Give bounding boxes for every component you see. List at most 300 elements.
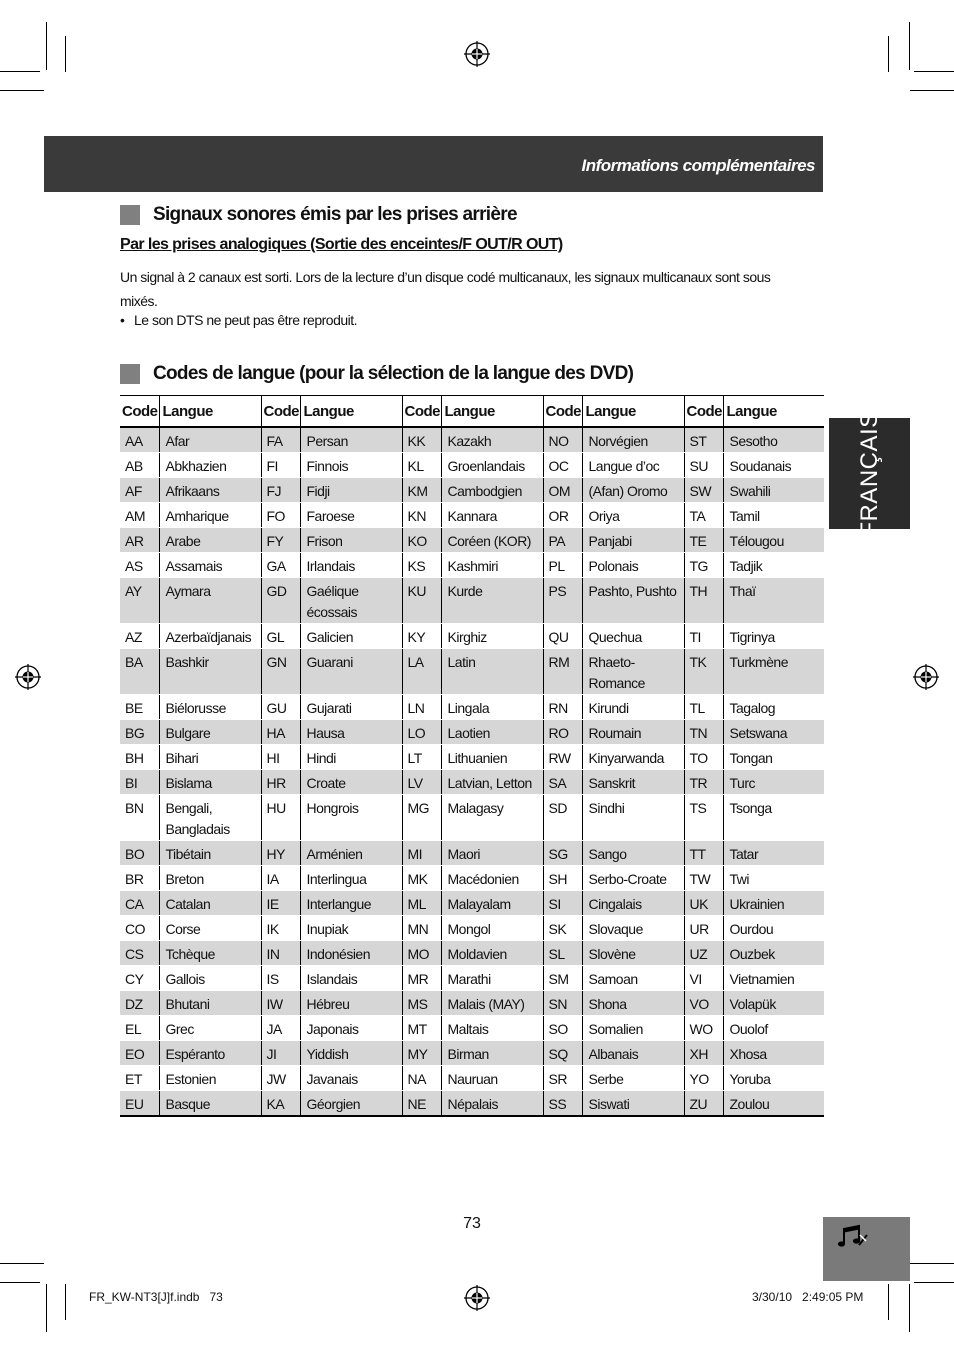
language-code-cell: KO	[402, 528, 441, 553]
language-name-cell: Corse	[159, 916, 261, 941]
section-heading	[120, 363, 633, 385]
language-code-cell: GD	[261, 578, 300, 624]
language-code-cell: TK	[684, 649, 723, 695]
language-code-cell: BE	[120, 695, 159, 720]
language-name-cell: Ouolof	[723, 1016, 824, 1041]
language-name-cell: Kirundi	[582, 695, 684, 720]
language-code-cell: TO	[684, 745, 723, 770]
language-name-cell: Vietnamien	[723, 966, 824, 991]
language-code-cell: KM	[402, 478, 441, 503]
language-code-cell: CS	[120, 941, 159, 966]
language-code-cell: SI	[543, 891, 582, 916]
language-name-cell: Aymara	[159, 578, 261, 624]
language-name-cell: Tibétain	[159, 841, 261, 866]
language-code-cell: BN	[120, 795, 159, 841]
language-name-cell: Hindi	[300, 745, 402, 770]
language-code-cell: MY	[402, 1041, 441, 1066]
table-row	[120, 795, 824, 841]
language-code-cell: IK	[261, 916, 300, 941]
side-tab-label: FRANÇAIS	[855, 410, 883, 537]
language-name-cell: Mongol	[441, 916, 543, 941]
column-header: Code	[543, 396, 582, 428]
table-row	[120, 745, 824, 770]
language-code-cell: FO	[261, 503, 300, 528]
language-code-cell: KL	[402, 453, 441, 478]
language-code-cell: BH	[120, 745, 159, 770]
language-name-cell: Moldavien	[441, 941, 543, 966]
language-code-cell: TW	[684, 866, 723, 891]
language-code-cell: AZ	[120, 624, 159, 649]
language-code-cell: AS	[120, 553, 159, 578]
language-name-cell: Kashmiri	[441, 553, 543, 578]
language-name-cell: Panjabi	[582, 528, 684, 553]
language-name-cell: Norvégien	[582, 427, 684, 453]
language-name-cell: Sango	[582, 841, 684, 866]
language-name-cell: Tatar	[723, 841, 824, 866]
language-name-cell: Siswati	[582, 1091, 684, 1117]
language-name-cell: Cingalais	[582, 891, 684, 916]
language-code-cell: UZ	[684, 941, 723, 966]
column-header: Code	[261, 396, 300, 428]
language-name-cell: Latin	[441, 649, 543, 695]
registration-mark-icon	[464, 1285, 490, 1311]
music-tab	[823, 1217, 910, 1281]
language-code-cell: TA	[684, 503, 723, 528]
language-name-cell: Espéranto	[159, 1041, 261, 1066]
language-code-cell: RN	[543, 695, 582, 720]
language-code-cell: MO	[402, 941, 441, 966]
language-name-cell: Amharique	[159, 503, 261, 528]
language-name-cell: Japonais	[300, 1016, 402, 1041]
language-code-cell: GL	[261, 624, 300, 649]
language-name-cell: Swahili	[723, 478, 824, 503]
crop-mark	[0, 1282, 40, 1283]
table-row	[120, 528, 824, 553]
language-code-cell: HR	[261, 770, 300, 795]
language-name-cell: Bislama	[159, 770, 261, 795]
language-code-cell: FI	[261, 453, 300, 478]
language-name-cell: Interlangue	[300, 891, 402, 916]
language-code-cell: EO	[120, 1041, 159, 1066]
language-name-cell: Népalais	[441, 1091, 543, 1117]
language-code-cell: DZ	[120, 991, 159, 1016]
language-code-cell: IW	[261, 991, 300, 1016]
language-code-cell: TG	[684, 553, 723, 578]
column-header: Langue	[441, 396, 543, 428]
language-code-cell: SG	[543, 841, 582, 866]
language-name-cell: Slovène	[582, 941, 684, 966]
language-name-cell: Kirghiz	[441, 624, 543, 649]
language-name-cell: Estonien	[159, 1066, 261, 1091]
language-code-cell: SW	[684, 478, 723, 503]
crop-mark	[914, 1282, 954, 1283]
language-name-cell: Tongan	[723, 745, 824, 770]
language-name-cell: Hausa	[300, 720, 402, 745]
language-name-cell: Roumain	[582, 720, 684, 745]
column-header: Langue	[582, 396, 684, 428]
table-row	[120, 695, 824, 720]
language-code-cell: TE	[684, 528, 723, 553]
language-code-cell: HY	[261, 841, 300, 866]
header-title: Informations complémentaires	[581, 156, 815, 175]
language-code-cell: NA	[402, 1066, 441, 1091]
language-code-cell: LT	[402, 745, 441, 770]
crop-mark	[0, 1263, 44, 1264]
table-row	[120, 841, 824, 866]
language-code-cell: SA	[543, 770, 582, 795]
language-name-cell: Afrikaans	[159, 478, 261, 503]
bullet-dot-icon: •	[120, 312, 125, 328]
crop-mark	[0, 90, 44, 91]
language-code-cell: WO	[684, 1016, 723, 1041]
language-code-cell: RM	[543, 649, 582, 695]
language-name-cell: Slovaque	[582, 916, 684, 941]
language-name-cell: Kazakh	[441, 427, 543, 453]
language-code-cell: SL	[543, 941, 582, 966]
language-name-cell: Marathi	[441, 966, 543, 991]
language-name-cell: Rhaeto-Romance	[582, 649, 684, 695]
table-row	[120, 770, 824, 795]
language-code-cell: FA	[261, 427, 300, 453]
registration-mark-icon	[913, 664, 939, 690]
language-code-cell: SH	[543, 866, 582, 891]
language-code-cell: SK	[543, 916, 582, 941]
footer-timestamp: 3/30/10 2:49:05 PM	[752, 1290, 864, 1304]
language-code-cell: CA	[120, 891, 159, 916]
table-row	[120, 1041, 824, 1066]
section-square-icon	[120, 205, 140, 225]
table-row	[120, 649, 824, 695]
crop-mark	[909, 22, 910, 70]
language-code-cell: AY	[120, 578, 159, 624]
language-code-cell: BG	[120, 720, 159, 745]
language-code-cell: HA	[261, 720, 300, 745]
language-code-cell: HU	[261, 795, 300, 841]
table-row	[120, 866, 824, 891]
language-name-cell: Gaélique écossais	[300, 578, 402, 624]
language-name-cell: Breton	[159, 866, 261, 891]
language-code-cell: IA	[261, 866, 300, 891]
table-row	[120, 891, 824, 916]
language-name-cell: Télougou	[723, 528, 824, 553]
language-code-table	[120, 395, 824, 1117]
language-code-cell: SU	[684, 453, 723, 478]
language-code-cell: GA	[261, 553, 300, 578]
crop-mark	[888, 36, 889, 72]
language-name-cell: Twi	[723, 866, 824, 891]
language-code-cell: TH	[684, 578, 723, 624]
language-name-cell: Indonésien	[300, 941, 402, 966]
language-name-cell: Bashkir	[159, 649, 261, 695]
language-name-cell: Islandais	[300, 966, 402, 991]
language-name-cell: Serbe	[582, 1066, 684, 1091]
language-code-cell: TS	[684, 795, 723, 841]
table-body	[120, 427, 824, 1116]
registration-mark-icon	[464, 41, 490, 67]
registration-mark-icon	[15, 664, 41, 690]
language-name-cell: Tchèque	[159, 941, 261, 966]
language-code-cell: LA	[402, 649, 441, 695]
crop-mark	[65, 36, 66, 72]
language-name-cell: Malayalam	[441, 891, 543, 916]
table-row	[120, 478, 824, 503]
language-code-cell: YO	[684, 1066, 723, 1091]
language-code-cell: HI	[261, 745, 300, 770]
language-code-cell: KA	[261, 1091, 300, 1117]
table-row	[120, 1091, 824, 1117]
language-name-cell: Sanskrit	[582, 770, 684, 795]
language-name-cell: Guarani	[300, 649, 402, 695]
language-name-cell: Serbo-Croate	[582, 866, 684, 891]
header-bar	[44, 136, 823, 192]
language-name-cell: Zoulou	[723, 1091, 824, 1117]
language-name-cell: Laotien	[441, 720, 543, 745]
language-code-cell: BA	[120, 649, 159, 695]
language-name-cell: Shona	[582, 991, 684, 1016]
language-name-cell: Azerbaïdjanais	[159, 624, 261, 649]
language-code-cell: BR	[120, 866, 159, 891]
language-name-cell: Kinyarwanda	[582, 745, 684, 770]
language-code-cell: PS	[543, 578, 582, 624]
column-header: Langue	[300, 396, 402, 428]
language-code-cell: SN	[543, 991, 582, 1016]
language-name-cell: Interlingua	[300, 866, 402, 891]
language-code-cell: MS	[402, 991, 441, 1016]
language-name-cell: Arménien	[300, 841, 402, 866]
language-name-cell: Fidji	[300, 478, 402, 503]
language-name-cell: Assamais	[159, 553, 261, 578]
language-name-cell: Sindhi	[582, 795, 684, 841]
language-name-cell: Biélorusse	[159, 695, 261, 720]
language-name-cell: Malais (MAY)	[441, 991, 543, 1016]
language-code-cell: AR	[120, 528, 159, 553]
language-name-cell: Cambodgien	[441, 478, 543, 503]
footer-file-info: FR_KW-NT3[J]f.indb 73	[89, 1290, 223, 1304]
language-code-cell: ZU	[684, 1091, 723, 1117]
language-code-cell: IE	[261, 891, 300, 916]
language-code-cell: MK	[402, 866, 441, 891]
language-name-cell: Maltais	[441, 1016, 543, 1041]
language-name-cell: Turkmène	[723, 649, 824, 695]
language-name-cell: Kannara	[441, 503, 543, 528]
language-code-cell: TT	[684, 841, 723, 866]
section-heading	[120, 204, 517, 226]
language-code-cell: AF	[120, 478, 159, 503]
language-name-cell: Afar	[159, 427, 261, 453]
column-header: Langue	[159, 396, 261, 428]
crop-mark	[914, 71, 954, 72]
language-code-cell: OM	[543, 478, 582, 503]
language-name-cell: Tsonga	[723, 795, 824, 841]
language-name-cell: Nauruan	[441, 1066, 543, 1091]
table-row	[120, 720, 824, 745]
language-code-cell: SD	[543, 795, 582, 841]
language-name-cell: Finnois	[300, 453, 402, 478]
language-name-cell: Turc	[723, 770, 824, 795]
language-name-cell: Bihari	[159, 745, 261, 770]
language-name-cell: Samoan	[582, 966, 684, 991]
language-name-cell: Soudanais	[723, 453, 824, 478]
language-name-cell: Langue d’oc	[582, 453, 684, 478]
language-code-cell: MR	[402, 966, 441, 991]
language-code-cell: SM	[543, 966, 582, 991]
language-name-cell: Tamil	[723, 503, 824, 528]
language-code-cell: KU	[402, 578, 441, 624]
language-code-cell: RO	[543, 720, 582, 745]
crop-mark	[888, 1284, 889, 1320]
language-name-cell: Setswana	[723, 720, 824, 745]
language-code-cell: ST	[684, 427, 723, 453]
language-name-cell: Gallois	[159, 966, 261, 991]
language-name-cell: Malagasy	[441, 795, 543, 841]
language-name-cell: Arabe	[159, 528, 261, 553]
language-name-cell: Hébreu	[300, 991, 402, 1016]
language-code-cell: EU	[120, 1091, 159, 1117]
paragraph: Un signal à 2 canaux est sorti. Lors de la lecture d’un disque codé multicanaux, les signaux multicanaux sont sous mixés.	[120, 269, 771, 309]
section-title: Codes de langue (pour la sélection de la langue des DVD)	[153, 363, 634, 384]
table-row	[120, 453, 824, 478]
column-header: Code	[120, 396, 159, 428]
crop-mark	[910, 1263, 954, 1264]
language-code-cell: PL	[543, 553, 582, 578]
column-header: Code	[684, 396, 723, 428]
language-name-cell: Ukrainien	[723, 891, 824, 916]
language-name-cell: Frison	[300, 528, 402, 553]
language-code-cell: AM	[120, 503, 159, 528]
language-name-cell: Birman	[441, 1041, 543, 1066]
language-code-cell: OC	[543, 453, 582, 478]
crop-mark	[65, 1284, 66, 1320]
language-code-cell: KN	[402, 503, 441, 528]
language-name-cell: Ouzbek	[723, 941, 824, 966]
language-name-cell: Tagalog	[723, 695, 824, 720]
language-code-cell: FY	[261, 528, 300, 553]
language-name-cell: Gujarati	[300, 695, 402, 720]
bullet-text: Le son DTS ne peut pas être reproduit.	[134, 312, 358, 328]
language-name-cell: Croate	[300, 770, 402, 795]
language-name-cell: Yiddish	[300, 1041, 402, 1066]
language-code-cell: LO	[402, 720, 441, 745]
language-code-cell: TL	[684, 695, 723, 720]
table-row	[120, 553, 824, 578]
language-code-cell: SR	[543, 1066, 582, 1091]
language-code-cell: KS	[402, 553, 441, 578]
language-code-cell: JW	[261, 1066, 300, 1091]
language-code-cell: MT	[402, 1016, 441, 1041]
language-name-cell: Bhutani	[159, 991, 261, 1016]
language-name-cell: Polonais	[582, 553, 684, 578]
table-row	[120, 916, 824, 941]
language-code-cell: PA	[543, 528, 582, 553]
music-notes-icon	[837, 1223, 869, 1253]
language-name-cell: Xhosa	[723, 1041, 824, 1066]
language-code-cell: MG	[402, 795, 441, 841]
crop-mark	[909, 1284, 910, 1332]
language-side-tab	[829, 410, 910, 537]
crop-mark	[910, 90, 954, 91]
language-code-cell: JI	[261, 1041, 300, 1066]
language-name-cell: (Afan) Oromo	[582, 478, 684, 503]
language-name-cell: Irlandais	[300, 553, 402, 578]
language-code-cell: KK	[402, 427, 441, 453]
language-code-cell: CY	[120, 966, 159, 991]
language-code-cell: BI	[120, 770, 159, 795]
language-code-cell: XH	[684, 1041, 723, 1066]
crop-mark	[0, 71, 40, 72]
language-code-cell: JA	[261, 1016, 300, 1041]
language-name-cell: Volapük	[723, 991, 824, 1016]
language-code-cell: LV	[402, 770, 441, 795]
language-code-cell: AB	[120, 453, 159, 478]
language-code-cell: NO	[543, 427, 582, 453]
language-name-cell: Bulgare	[159, 720, 261, 745]
column-header: Code	[402, 396, 441, 428]
table-row	[120, 966, 824, 991]
language-code-cell: ET	[120, 1066, 159, 1091]
language-code-cell: AA	[120, 427, 159, 453]
language-code-cell: VO	[684, 991, 723, 1016]
table-row	[120, 991, 824, 1016]
language-code-cell: GU	[261, 695, 300, 720]
language-code-cell: RW	[543, 745, 582, 770]
language-code-cell: QU	[543, 624, 582, 649]
table-row	[120, 1066, 824, 1091]
language-code-cell: CO	[120, 916, 159, 941]
language-code-cell: TI	[684, 624, 723, 649]
language-name-cell: Pashto, Pushto	[582, 578, 684, 624]
table-row	[120, 624, 824, 649]
language-name-cell: Faroese	[300, 503, 402, 528]
language-code-cell: MN	[402, 916, 441, 941]
language-name-cell: Macédonien	[441, 866, 543, 891]
language-name-cell: Galicien	[300, 624, 402, 649]
language-name-cell: Tigrinya	[723, 624, 824, 649]
crop-mark	[46, 1284, 47, 1332]
bullet-item	[120, 312, 357, 328]
language-code-cell: UR	[684, 916, 723, 941]
language-name-cell: Thaï	[723, 578, 824, 624]
language-name-cell: Quechua	[582, 624, 684, 649]
table-row	[120, 941, 824, 966]
section-square-icon	[120, 364, 140, 384]
language-code-cell: VI	[684, 966, 723, 991]
language-code-cell: KY	[402, 624, 441, 649]
language-name-cell: Grec	[159, 1016, 261, 1041]
language-name-cell: Somalien	[582, 1016, 684, 1041]
language-name-cell: Lingala	[441, 695, 543, 720]
language-code-cell: NE	[402, 1091, 441, 1117]
language-name-cell: Abkhazien	[159, 453, 261, 478]
language-name-cell: Sesotho	[723, 427, 824, 453]
language-name-cell: Lithuanien	[441, 745, 543, 770]
language-code-cell: SO	[543, 1016, 582, 1041]
language-code-cell: MI	[402, 841, 441, 866]
table-row	[120, 1016, 824, 1041]
language-code-cell: FJ	[261, 478, 300, 503]
language-code-cell: SS	[543, 1091, 582, 1117]
subsection-title: Par les prises analogiques (Sortie des enceintes/F OUT/R OUT)	[120, 236, 563, 253]
language-name-cell: Latvian, Letton	[441, 770, 543, 795]
section-title: Signaux sonores émis par les prises arrière	[153, 204, 517, 225]
language-code-cell: TN	[684, 720, 723, 745]
language-code-cell: IN	[261, 941, 300, 966]
language-name-cell: Géorgien	[300, 1091, 402, 1117]
language-code-cell: LN	[402, 695, 441, 720]
language-name-cell: Basque	[159, 1091, 261, 1117]
table-header-row	[120, 396, 824, 428]
language-name-cell: Inupiak	[300, 916, 402, 941]
language-code-cell: SQ	[543, 1041, 582, 1066]
